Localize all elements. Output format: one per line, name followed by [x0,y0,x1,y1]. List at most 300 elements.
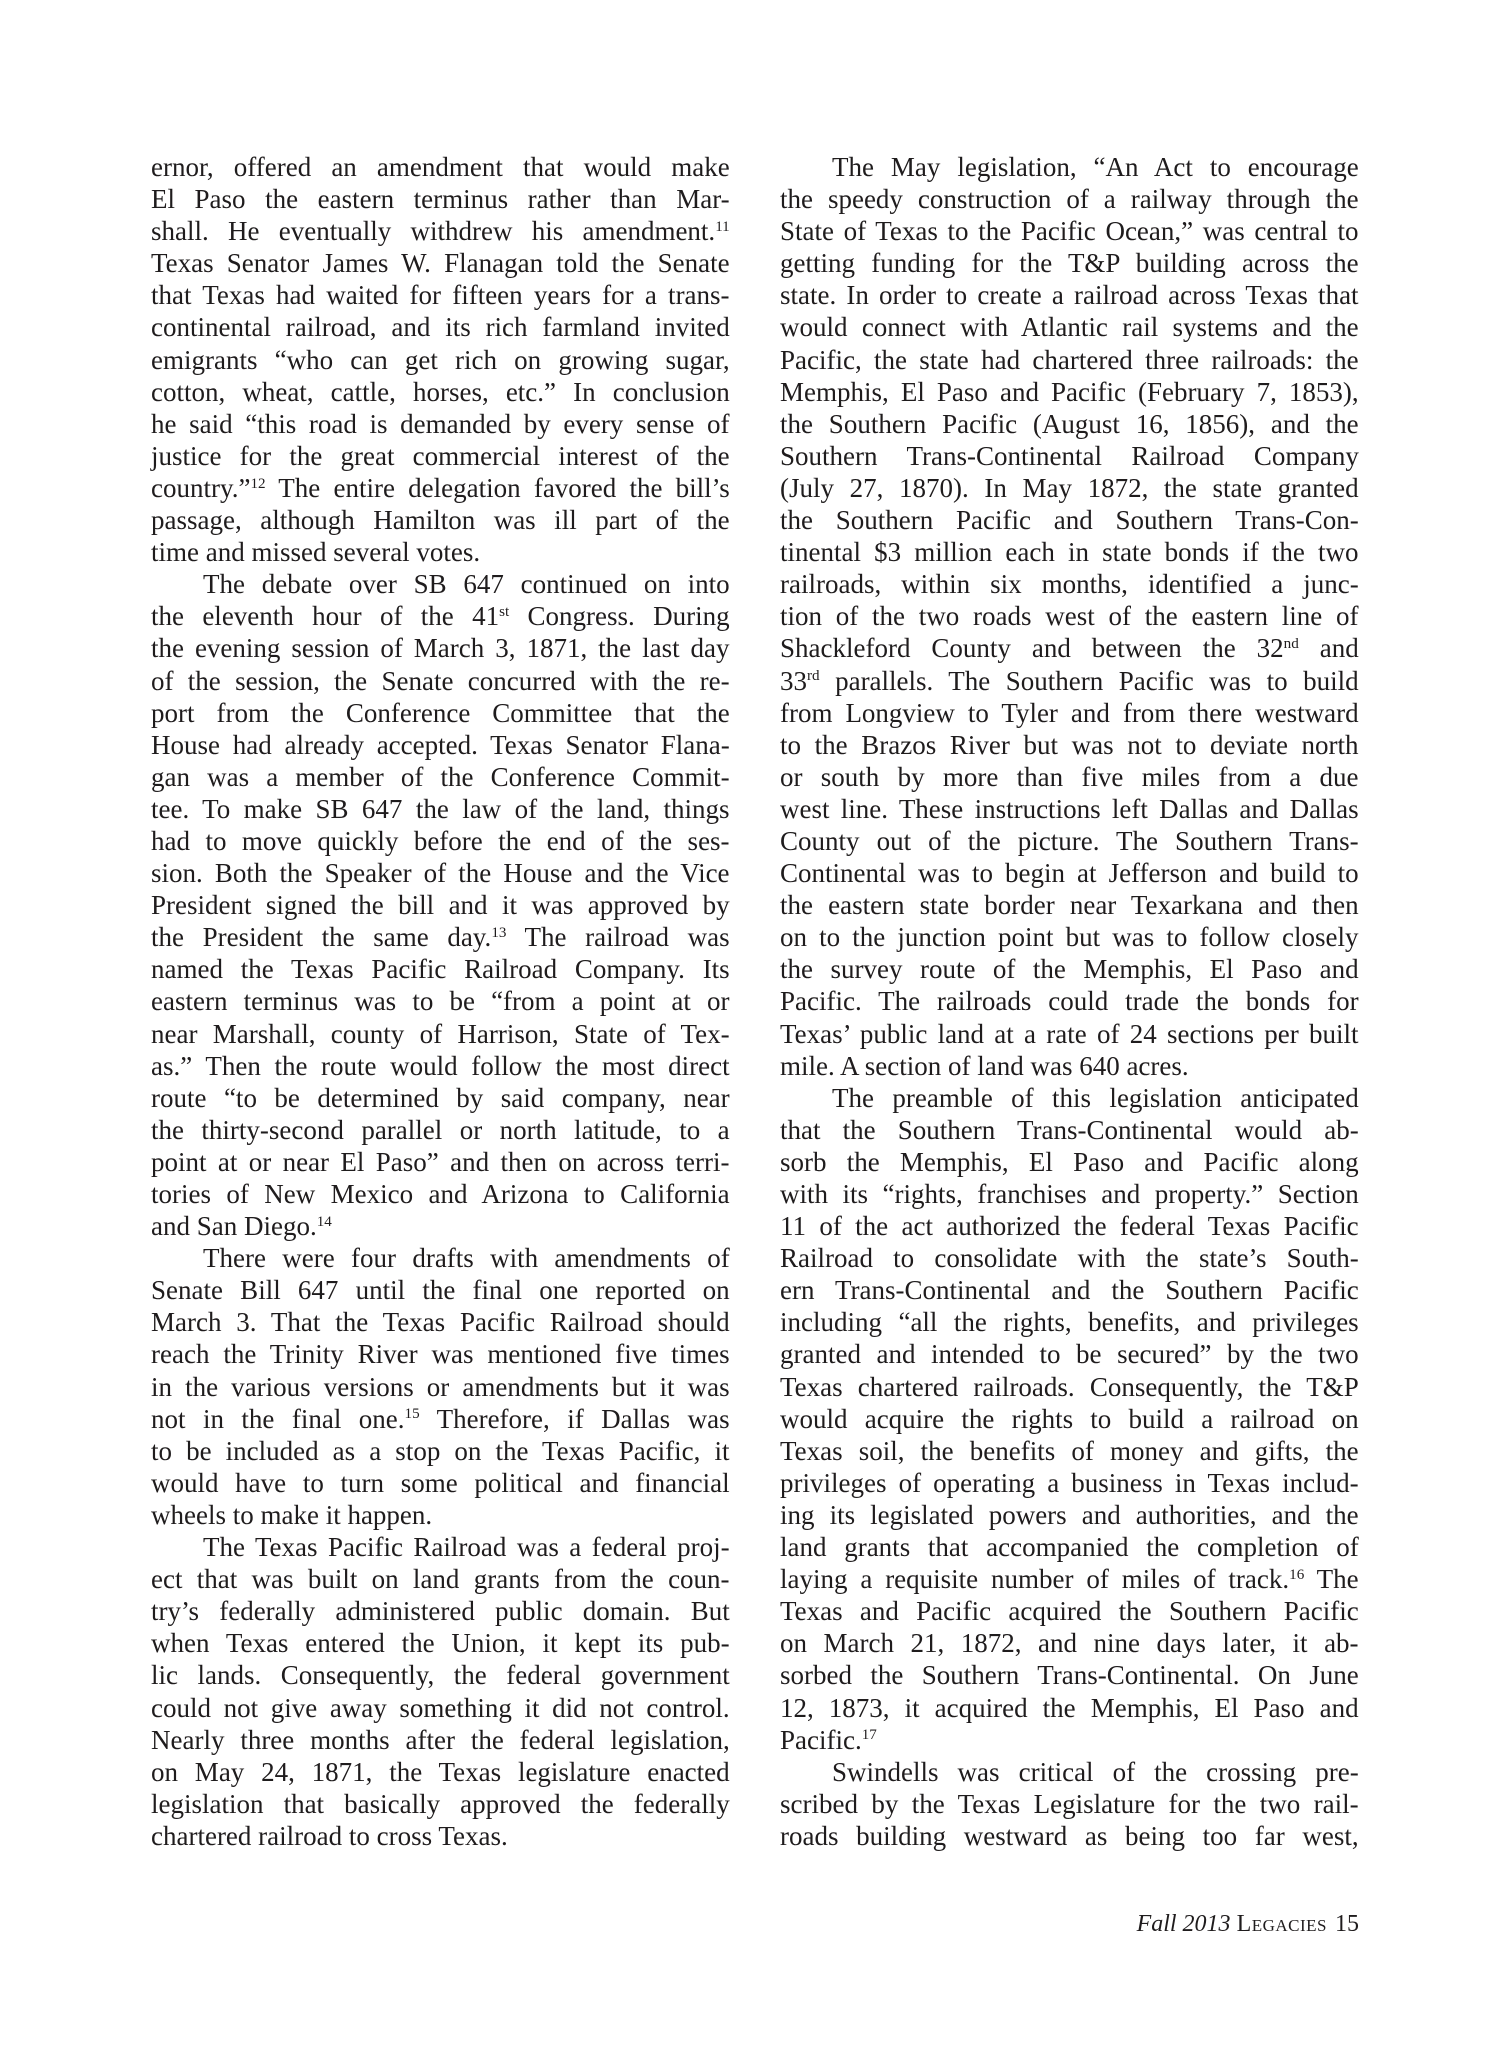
text-run: legislation that basically approved the federally [151,1788,730,1819]
line-text [151,600,730,632]
text-run: The Texas Pacific Railroad was a federal proj- [203,1532,730,1563]
text-run: Texas’ public land at a rate of 24 sections per built [780,1018,1359,1049]
text-line [780,857,1359,889]
text-line [151,183,730,215]
line-text [780,472,1359,504]
text-run: parallels. The Southern Pacific was to build [819,665,1359,696]
line-text [151,1724,730,1756]
text-line [151,440,730,472]
line-text [780,1724,877,1756]
text-run: Therefore, if Dallas was [419,1403,730,1434]
text-line [780,1114,1359,1146]
text-line [780,1820,1359,1852]
line-text [780,1114,1359,1146]
line-text [780,1627,1359,1659]
line-text [780,1210,1359,1242]
text-run: tee. To make SB 647 the law of the land, things [151,793,730,824]
line-text [151,729,730,761]
line-text [780,279,1359,311]
text-run: Memphis, El Paso and Pacific (February 7, 1853), [780,376,1359,407]
line-text [151,1435,730,1467]
text-line [151,1050,730,1082]
text-line [780,1724,1359,1756]
line-text [832,151,1359,183]
text-run: land grants that accompanied the completion of [780,1532,1359,1563]
line-text [151,697,730,729]
footnote-ref: 11 [715,218,730,235]
text-line [151,1306,730,1338]
text-run: 11 of the act authorized the federal Texas Pacific [780,1211,1359,1242]
text-run: The railroad was [506,922,730,953]
line-text [780,344,1359,376]
text-line [780,1338,1359,1370]
line-text [151,1371,730,1403]
line-text [151,793,730,825]
text-run: when Texas entered the Union, it kept its pub- [151,1628,730,1659]
line-text [780,1338,1359,1370]
text-line [780,1467,1359,1499]
text-run: tinental $3 million each in state bonds if the two [780,537,1359,568]
text-run: 33 [780,665,807,696]
text-line [780,183,1359,215]
text-line [151,1692,730,1724]
text-run: with its “rights, franchises and property.” Section [780,1179,1359,1209]
text-run: El Paso the eastern terminus rather than Mar- [151,184,730,215]
line-text [780,1531,1359,1563]
text-line [780,311,1359,343]
text-line [780,1595,1359,1627]
text-line [780,568,1359,600]
text-run: tories of New Mexico and Arizona to California [151,1179,730,1209]
text-line [151,1403,730,1435]
text-line [151,729,730,761]
text-run: ern Trans-Continental and the Southern Pacific [780,1275,1359,1306]
text-run: (July 27, 1870). In May 1872, the state granted [780,472,1359,503]
line-text [151,1467,730,1499]
line-text [151,1114,730,1146]
text-run: Continental was to begin at Jefferson and build to [780,858,1359,889]
text-line [780,1146,1359,1178]
text-line [151,793,730,825]
text-run: roads building westward as being too far west, [780,1820,1359,1851]
line-text [780,665,1359,697]
text-line [780,761,1359,793]
line-text [780,504,1359,536]
text-run: County out of the picture. The Southern Trans- [780,825,1359,856]
left-column [151,151,730,1852]
line-text [151,279,730,311]
text-run: emigrants “who can get rich on growing sugar, [151,344,730,375]
line-text [780,247,1359,279]
text-line [780,1242,1359,1274]
magazine-name: Legacies [1236,1911,1327,1937]
text-line [780,729,1359,761]
line-text [151,311,730,343]
text-run: getting funding for the T&P building across the [780,248,1359,279]
line-text [151,408,730,440]
line-text [151,1788,730,1820]
line-text [780,1306,1359,1338]
line-text [151,665,730,697]
line-text [780,1242,1359,1274]
text-run: Pacific. [780,1724,862,1755]
text-run: ing its legislated powers and authorities, and the [780,1499,1359,1530]
line-text [151,825,730,857]
text-run: scribed by the Texas Legislature for the two rail- [780,1788,1359,1819]
text-line [780,1659,1359,1691]
text-run: justice for the great commercial interest of the [151,440,730,471]
text-line [151,215,730,247]
line-text [780,1595,1359,1627]
text-run: near Marshall, county of Harrison, State of Tex- [151,1018,730,1049]
line-text [151,1756,730,1788]
text-line [151,1018,730,1050]
text-line [151,279,730,311]
text-line [151,1756,730,1788]
text-run: Shackleford County and between the 32 [780,633,1284,664]
paragraph [780,1082,1359,1756]
text-line [780,408,1359,440]
text-run: to be included as a stop on the Texas Pacific, it [151,1435,730,1466]
line-text [780,1274,1359,1306]
line-text [151,1692,730,1724]
text-line [151,472,730,504]
line-text [151,857,730,889]
text-line [780,600,1359,632]
text-line [780,472,1359,504]
text-run: privileges of operating a business in Texas includ- [780,1467,1359,1498]
text-run: on May 24, 1871, the Texas legislature enacted [151,1756,730,1787]
line-text [151,215,730,247]
text-line [151,632,730,664]
text-run: try’s federally administered public domain. But [151,1596,730,1627]
footnote-ref: nd [1283,636,1299,653]
line-text [780,761,1359,793]
text-run: The preamble of this legislation anticipated [832,1082,1359,1113]
text-line [780,985,1359,1017]
text-line [151,1146,730,1178]
line-text [780,921,1359,953]
line-text [151,183,730,215]
text-run: The entire delegation favored the bill’s [265,472,730,503]
text-run: from Longview to Tyler and from there westward [780,697,1359,728]
text-run: west line. These instructions left Dallas and Dallas [780,793,1359,824]
text-run: Texas soil, the benefits of money and gifts, the [780,1435,1359,1466]
text-line [780,504,1359,536]
text-run: Southern Trans-Continental Railroad Company [780,440,1359,471]
text-run: state. In order to create a railroad across Texas that [780,280,1359,311]
text-line [151,1274,730,1306]
text-run: ernor, offered an amendment that would make [151,152,730,182]
text-line [780,1403,1359,1435]
text-line [780,825,1359,857]
text-line [780,1018,1359,1050]
line-text [832,1756,1359,1788]
text-line [780,793,1359,825]
footnote-ref: 14 [316,1213,332,1230]
paragraph [151,1242,730,1531]
text-line [780,665,1359,697]
text-line [780,376,1359,408]
line-text [151,1274,730,1306]
text-run: sorb the Memphis, El Paso and Pacific along [780,1146,1359,1177]
text-run: Texas and Pacific acquired the Southern Pacific [780,1596,1359,1627]
text-line [780,1050,1359,1082]
right-column [780,151,1359,1852]
line-text [151,1403,730,1435]
text-run: cotton, wheat, cattle, horses, etc.” In conclusion [151,376,730,407]
line-text [780,985,1359,1017]
text-run: not in the final one. [151,1403,405,1434]
text-line [780,1627,1359,1659]
text-line [780,279,1359,311]
text-line [780,953,1359,985]
text-run: President signed the bill and it was approved by [151,890,730,921]
text-line [151,247,730,279]
text-line [151,665,730,697]
text-run: route “to be determined by said company, near [151,1082,730,1113]
line-text [780,1146,1359,1178]
text-run: the evening session of March 3, 1871, the last day [151,633,730,664]
line-text [780,1499,1359,1531]
paragraph [780,1756,1359,1852]
line-text [151,1499,432,1531]
line-text [151,376,730,408]
line-text [151,985,730,1017]
text-run: to the Brazos River but was not to deviate north [780,729,1359,760]
line-text [832,1082,1359,1114]
text-line [151,825,730,857]
text-line [151,921,730,953]
text-line [151,1499,730,1531]
text-run: railroads, within six months, identified a junc- [780,569,1359,600]
text-run: in the various versions or amendments but it was [151,1371,730,1402]
line-text [780,536,1359,568]
line-text [780,1435,1359,1467]
line-text [780,600,1359,632]
text-run: the thirty-second parallel or north latitude, to a [151,1114,730,1145]
line-text [780,953,1359,985]
line-text [780,697,1359,729]
text-line [151,1242,730,1274]
text-line [151,1788,730,1820]
text-line [780,1371,1359,1403]
line-text [151,1306,730,1338]
text-line [151,1724,730,1756]
line-text [780,568,1359,600]
line-text [151,440,730,472]
line-text [151,1082,730,1114]
text-line [151,568,730,600]
line-text [151,953,730,985]
text-line [151,1563,730,1595]
line-text [780,632,1359,664]
text-line [151,1178,730,1210]
page-number: 15 [1335,1911,1359,1937]
text-run: and [1298,633,1359,664]
text-run: port from the Conference Committee that the [151,697,730,728]
text-run: gan was a member of the Conference Commit- [151,761,730,792]
line-text [780,1692,1359,1724]
text-line [151,889,730,921]
footnote-ref: rd [807,668,820,685]
text-line [780,1563,1359,1595]
paragraph [151,1531,730,1852]
text-line [780,344,1359,376]
text-line [780,1531,1359,1563]
text-run: he said “this road is demanded by every sense of [151,408,730,439]
text-run: country.” [151,472,251,503]
text-line [780,1692,1359,1724]
line-text [780,857,1359,889]
paragraph [151,151,730,568]
line-text [780,1050,1189,1082]
line-text [151,1210,332,1242]
text-line [151,1082,730,1114]
text-run: sion. Both the Speaker of the House and the Vice [151,858,730,889]
line-text [780,1467,1359,1499]
text-line [780,1210,1359,1242]
text-run: Texas chartered railroads. Consequently, the T&P [780,1371,1359,1402]
text-line [780,1756,1359,1788]
line-text [780,408,1359,440]
text-run: laying a requisite number of miles of track. [780,1564,1290,1595]
text-line [151,1338,730,1370]
text-line [780,247,1359,279]
text-run: The May legislation, “An Act to encourage [832,152,1359,182]
text-run: would connect with Atlantic rail systems and the [780,312,1359,343]
line-text [780,183,1359,215]
line-text [780,1659,1359,1691]
text-line [151,985,730,1017]
text-run: Senate Bill 647 until the final one reported on [151,1275,730,1306]
text-line [151,504,730,536]
text-run: as.” Then the route would follow the most direct [151,1050,730,1081]
line-text [151,889,730,921]
text-run: continental railroad, and its rich farmland invited [151,312,730,343]
line-text [151,1146,730,1178]
text-run: shall. He eventually withdrew his amendment. [151,216,716,247]
line-text [203,1531,730,1563]
issue-label: Fall 2013 [1136,1911,1231,1937]
text-run: the survey route of the Memphis, El Paso and [780,954,1359,985]
text-line [151,311,730,343]
line-text [151,1018,730,1050]
text-line [151,376,730,408]
line-text [780,1403,1359,1435]
text-line [780,1178,1359,1210]
page-footer [1137,1908,1359,1940]
text-line [780,1499,1359,1531]
text-run: and San Diego. [151,1211,317,1242]
text-line [780,1788,1359,1820]
text-run: There were four drafts with amendments of [203,1243,730,1274]
text-run: that Texas had waited for fifteen years for a trans- [151,280,730,311]
text-run: point at or near El Paso” and then on across terri- [151,1146,730,1177]
line-text [780,1820,1359,1852]
line-text [780,311,1359,343]
text-line [151,1435,730,1467]
text-run: chartered railroad to cross Texas. [151,1820,508,1851]
text-line [780,697,1359,729]
text-line [780,440,1359,472]
text-run: would acquire the rights to build a railroad on [780,1403,1359,1434]
text-line [780,215,1359,247]
paragraph [151,568,730,1242]
line-text [151,1178,730,1210]
text-run: of the session, the Senate concurred with the re- [151,665,730,696]
text-run: Texas Senator James W. Flanagan told the Senate [151,248,730,279]
text-line [780,1082,1359,1114]
line-text [780,1018,1359,1050]
text-run: mile. A section of land was 640 acres. [780,1050,1189,1081]
line-text [151,1338,730,1370]
line-text [151,921,730,953]
line-text [151,1820,508,1852]
text-run: House had already accepted. Texas Senator Flana- [151,729,730,760]
text-run: had to move quickly before the end of the ses- [151,825,730,856]
text-line [151,1627,730,1659]
text-line [151,1531,730,1563]
text-line [780,632,1359,664]
text-run: wheels to make it happen. [151,1499,433,1530]
text-run: reach the Trinity River was mentioned five times [151,1339,730,1370]
text-run: would have to turn some political and financial [151,1467,730,1498]
text-run: sorbed the Southern Trans-Continental. On June [780,1660,1359,1691]
text-line [151,1659,730,1691]
line-text [151,1659,730,1691]
text-run: the speedy construction of a railway through the [780,184,1359,215]
text-line [780,1435,1359,1467]
line-text [780,1788,1359,1820]
line-text [780,1563,1359,1595]
text-line [151,1371,730,1403]
paragraph [780,151,1359,1082]
text-line [151,761,730,793]
text-line [780,151,1359,183]
text-run: State of Texas to the Pacific Ocean,” was central to [780,216,1359,247]
text-run: on to the junction point but was to follow closely [780,922,1359,953]
text-run: Swindells was critical of the crossing pre- [832,1756,1359,1787]
text-run: including “all the rights, benefits, and privileges [780,1307,1359,1338]
footnote-ref: st [499,603,510,620]
text-line [151,1595,730,1627]
line-text [780,825,1359,857]
text-run: time and missed several votes. [151,537,481,568]
line-text [780,440,1359,472]
text-line [780,1274,1359,1306]
line-text [151,151,730,183]
footnote-ref: 17 [861,1727,877,1744]
line-text [151,1627,730,1659]
text-run: on March 21, 1872, and nine days later, it ab- [780,1628,1359,1659]
text-run: the eastern state border near Texarkana and then [780,890,1359,921]
line-text [151,536,480,568]
text-run: March 3. That the Texas Pacific Railroad should [151,1307,730,1338]
line-text [780,215,1359,247]
text-run: that the Southern Trans-Continental would ab- [780,1114,1359,1145]
text-line [780,889,1359,921]
line-text [151,472,730,504]
line-text [780,889,1359,921]
footnote-ref: 12 [250,475,266,492]
text-run: tion of the two roads west of the eastern line of [780,601,1359,632]
text-run: eastern terminus was to be “from a point at or [151,986,730,1017]
text-line [780,1306,1359,1338]
line-text [780,1178,1359,1210]
text-run: ect that was built on land grants from the coun- [151,1564,730,1595]
text-run: 12, 1873, it acquired the Memphis, El Paso and [780,1692,1359,1723]
